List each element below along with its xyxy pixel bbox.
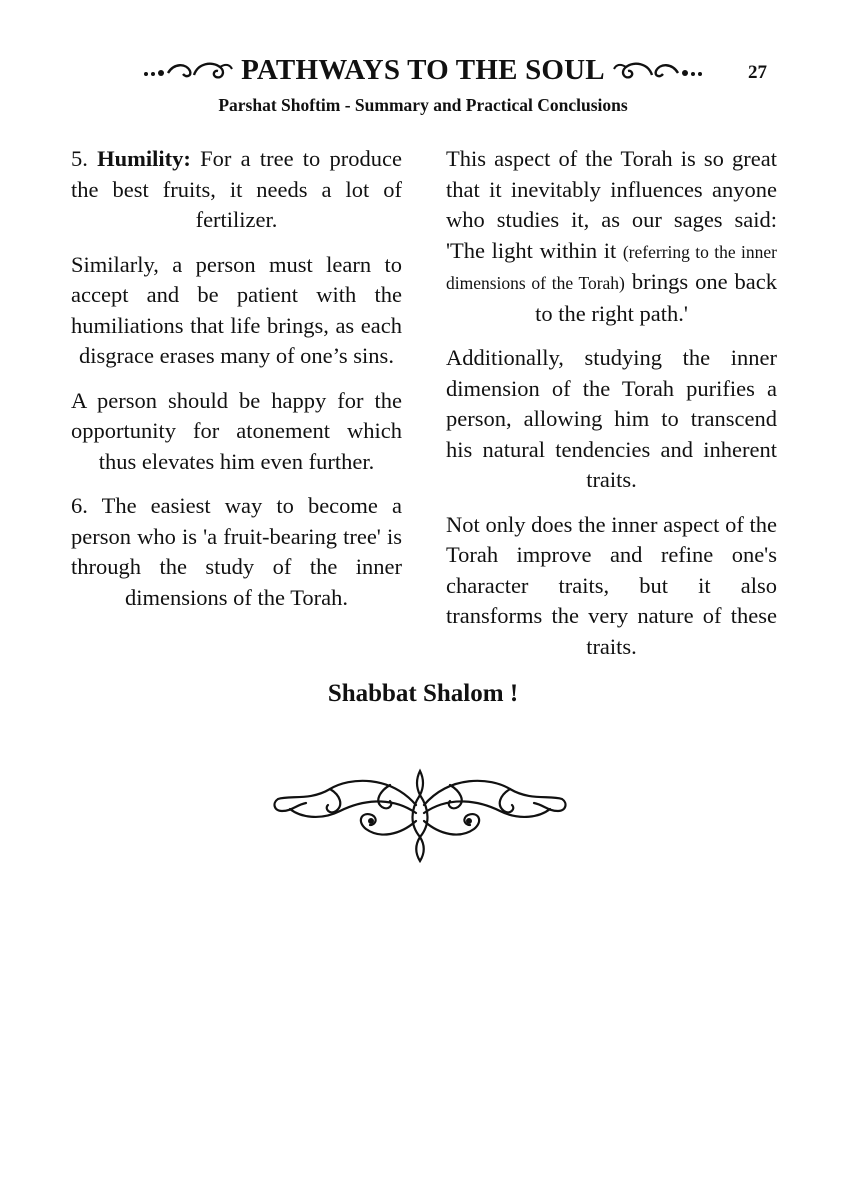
paragraph-text: For a tree to produce the best fruits, it needs a lot of fertilizer. — [71, 146, 403, 232]
parenthetical-note: (referring to the inner dimensions of the Torah) — [446, 241, 778, 293]
paragraph-not-only: Not only does the inner aspect of the Torah improve and refine one's character traits, but it also transforms the very nature of these traits. — [446, 511, 777, 659]
point-number: 5. — [71, 146, 88, 171]
point-heading: Humility: — [97, 146, 191, 171]
closing-greeting: Shabbat Shalom ! — [327, 680, 519, 707]
left-column — [71, 144, 402, 627]
paragraph-text: This aspect of the Torah is so great that it inevitably influences anyone who studies it, as our sages said: 'The light within it — [446, 146, 777, 263]
paragraph-torah-aspect — [446, 144, 777, 329]
paragraph-atonement: A person should be happy for the opportunity for atonement which thus elevates him even further. — [71, 387, 402, 474]
paragraph-humility — [71, 144, 402, 236]
decorative-ornament-icon — [270, 765, 570, 865]
right-flourish-icon — [612, 59, 704, 81]
header-title: PATHWAYS TO THE SOUL — [241, 53, 605, 86]
paragraph-fruit-bearing: 6. The easiest way to become a person who is 'a fruit-bearing tree' is through the study of the inner dimensions of the Torah. — [71, 493, 402, 610]
page-subtitle: Parshat Shoftim - Summary and Practical Conclusions — [218, 95, 628, 115]
page-number: 27 — [748, 62, 767, 83]
paragraph-additionally: Additionally, studying the inner dimension of the Torah purifies a person, allowing him to transcend his natural tendencies and inherent traits. — [446, 345, 777, 492]
header-title-row — [132, 52, 714, 87]
page-header — [0, 52, 846, 92]
paragraph-text: brings one back to the right path.' — [535, 269, 777, 326]
left-flourish-icon — [142, 59, 234, 81]
right-column — [446, 144, 777, 676]
paragraph-similarly: Similarly, a person must learn to accept and be patient with the humiliations that life brings, as each disgrace erases many of one’s sins. — [71, 251, 402, 368]
